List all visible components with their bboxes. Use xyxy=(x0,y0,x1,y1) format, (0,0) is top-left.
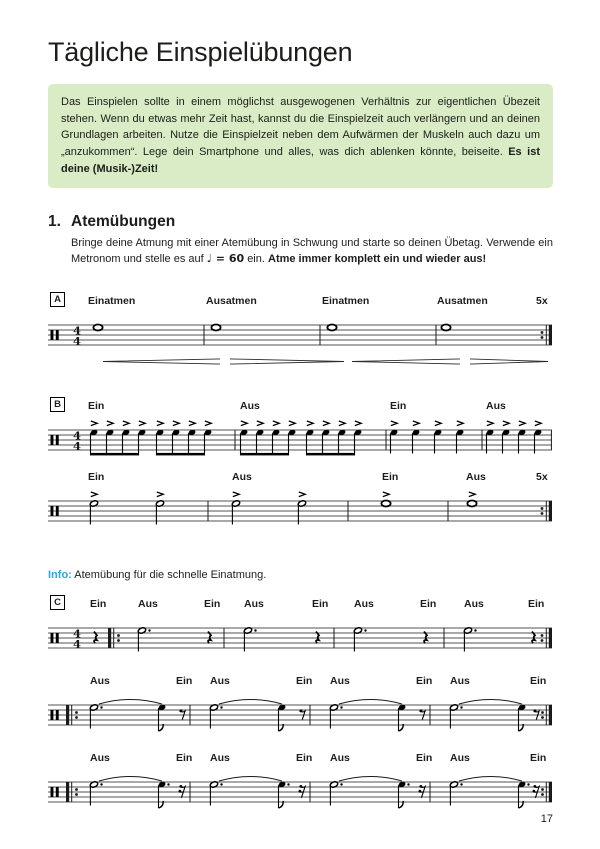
breath-label: Aus xyxy=(330,751,350,764)
breath-label: Aus xyxy=(244,597,264,610)
breath-label: Ein xyxy=(420,597,437,610)
body-text: ein. xyxy=(247,253,265,266)
exercise-c-header xyxy=(48,597,553,612)
exercise-a-header xyxy=(48,294,553,309)
eighth-rests xyxy=(179,709,539,719)
whole-note xyxy=(327,324,336,330)
staff-system-c2 xyxy=(48,691,552,735)
exercise-c-line2-header xyxy=(48,674,553,689)
breath-label: Ein xyxy=(416,751,433,764)
whole-note xyxy=(441,324,450,330)
svg-text:4: 4 xyxy=(72,333,82,348)
intro-text: Das Einspielen sollte in einem möglichst ausgewogenen Verhältnis zur eigentlichen Übezeit stehen. Wenn du etwas mehr Zeit hast, kannst du die Einspielzeit auch verlängern und an deinen Grundlagen arbeiten. Nutze die Einspielzeit neben dem Aufwärmen der Muskeln auch dazu um „anzukommen“. Lege dein Smartphone und alles, was dich ablenken könnte, beiseite. xyxy=(61,96,540,159)
intro-text-bold: Es ist deine (Musik-)Zeit! xyxy=(61,146,540,175)
svg-text:4: 4 xyxy=(72,438,82,453)
hairpins xyxy=(103,358,548,363)
breath-label: Aus xyxy=(240,399,260,412)
breath-label: Aus xyxy=(450,674,470,687)
ties xyxy=(99,699,522,704)
breath-label: Aus xyxy=(450,751,470,764)
staff-system-c3 xyxy=(48,768,552,812)
breath-label: Ein xyxy=(88,470,105,483)
breath-label: Ein xyxy=(528,597,545,610)
exercise-c xyxy=(48,597,553,812)
tempo-marking: ♩ = 60 xyxy=(206,252,245,266)
breath-label: Aus xyxy=(90,751,110,764)
breath-label: Ein xyxy=(530,674,547,687)
decrescendo-hairpin xyxy=(470,358,548,363)
breath-label: Ein xyxy=(416,674,433,687)
exercise-a xyxy=(48,294,553,369)
section-1-heading xyxy=(48,212,553,231)
breath-label: Aus xyxy=(330,674,350,687)
accent-marks xyxy=(91,421,541,426)
breath-label: Aus xyxy=(354,597,374,610)
breath-label: Einatmen xyxy=(322,294,370,307)
exercise-b-header xyxy=(48,399,553,414)
info-text: Atemübung für die schnelle Einatmung. xyxy=(74,568,267,581)
section-number: 1. xyxy=(48,212,61,230)
breath-label: Aus xyxy=(232,470,252,483)
breath-label: Aus xyxy=(466,470,486,483)
staff-system-b1 xyxy=(48,416,552,460)
breath-label: Ein xyxy=(530,751,547,764)
exercise-b-line2-header xyxy=(48,470,553,485)
exercise-letter-box: C xyxy=(50,595,65,610)
breath-label: Ein xyxy=(390,399,407,412)
breath-label: Aus xyxy=(210,674,230,687)
staff-lines xyxy=(48,325,552,348)
whole-note xyxy=(93,324,102,330)
breath-label: Ein xyxy=(382,470,399,483)
svg-text:4: 4 xyxy=(72,626,82,641)
accent-marks xyxy=(91,492,475,497)
breath-label: Aus xyxy=(486,399,506,412)
page-number: 17 xyxy=(540,813,553,825)
repeat-count: 5x xyxy=(536,294,548,307)
time-signature xyxy=(73,323,81,347)
breath-label: Aus xyxy=(138,597,158,610)
breath-label: Ein xyxy=(296,751,313,764)
section-title: Atemübungen xyxy=(71,212,176,230)
exercise-b xyxy=(48,399,553,531)
breath-label: Einatmen xyxy=(88,294,136,307)
svg-text:4: 4 xyxy=(72,636,82,651)
time-signature xyxy=(73,428,81,452)
eighth-note-groups xyxy=(90,428,363,455)
time-signature xyxy=(73,626,81,650)
whole-note xyxy=(211,324,220,330)
breath-label: Aus xyxy=(90,674,110,687)
decrescendo-hairpin xyxy=(230,358,344,363)
staff-system-a xyxy=(48,311,552,369)
svg-text:4: 4 xyxy=(72,323,82,338)
crescendo-hairpin xyxy=(352,358,460,363)
breath-label: Ein xyxy=(312,597,329,610)
staff-system-c1 xyxy=(48,614,552,658)
exercise-c-line3-header xyxy=(48,751,553,766)
breath-label: Ein xyxy=(176,674,193,687)
info-label: Info: xyxy=(48,568,72,581)
breath-label: Aus xyxy=(464,597,484,610)
breath-label: Ein xyxy=(296,674,313,687)
ties xyxy=(99,776,522,781)
staff-lines xyxy=(48,705,552,725)
breath-label: Ausatmen xyxy=(437,294,488,307)
breath-label: Ein xyxy=(90,597,107,610)
section-1-body xyxy=(71,235,553,268)
breath-label: Aus xyxy=(210,751,230,764)
beams xyxy=(90,452,355,455)
page-title: Tägliche Einspielübungen xyxy=(48,37,353,67)
exercise-letter-box: A xyxy=(50,292,65,307)
breath-label: Ein xyxy=(176,751,193,764)
intro-box xyxy=(48,84,553,188)
exercise-letter-box: B xyxy=(50,397,65,412)
stems xyxy=(91,433,355,455)
svg-text:4: 4 xyxy=(72,428,82,443)
breath-label: Ein xyxy=(88,399,105,412)
info-line xyxy=(48,569,553,581)
crescendo-hairpin xyxy=(103,358,220,363)
breath-label: Ein xyxy=(204,597,221,610)
repeat-count: 5x xyxy=(536,470,548,483)
breath-label: Ausatmen xyxy=(206,294,257,307)
body-text-bold: Atme immer komplett ein und wieder aus! xyxy=(268,253,487,266)
staff-system-b2 xyxy=(48,487,552,531)
body-text: Bringe deine Atmung mit einer Atemübung in Schwung und starte so deinen Übetag. Verwende ein Metronom und stelle es auf xyxy=(71,236,553,266)
